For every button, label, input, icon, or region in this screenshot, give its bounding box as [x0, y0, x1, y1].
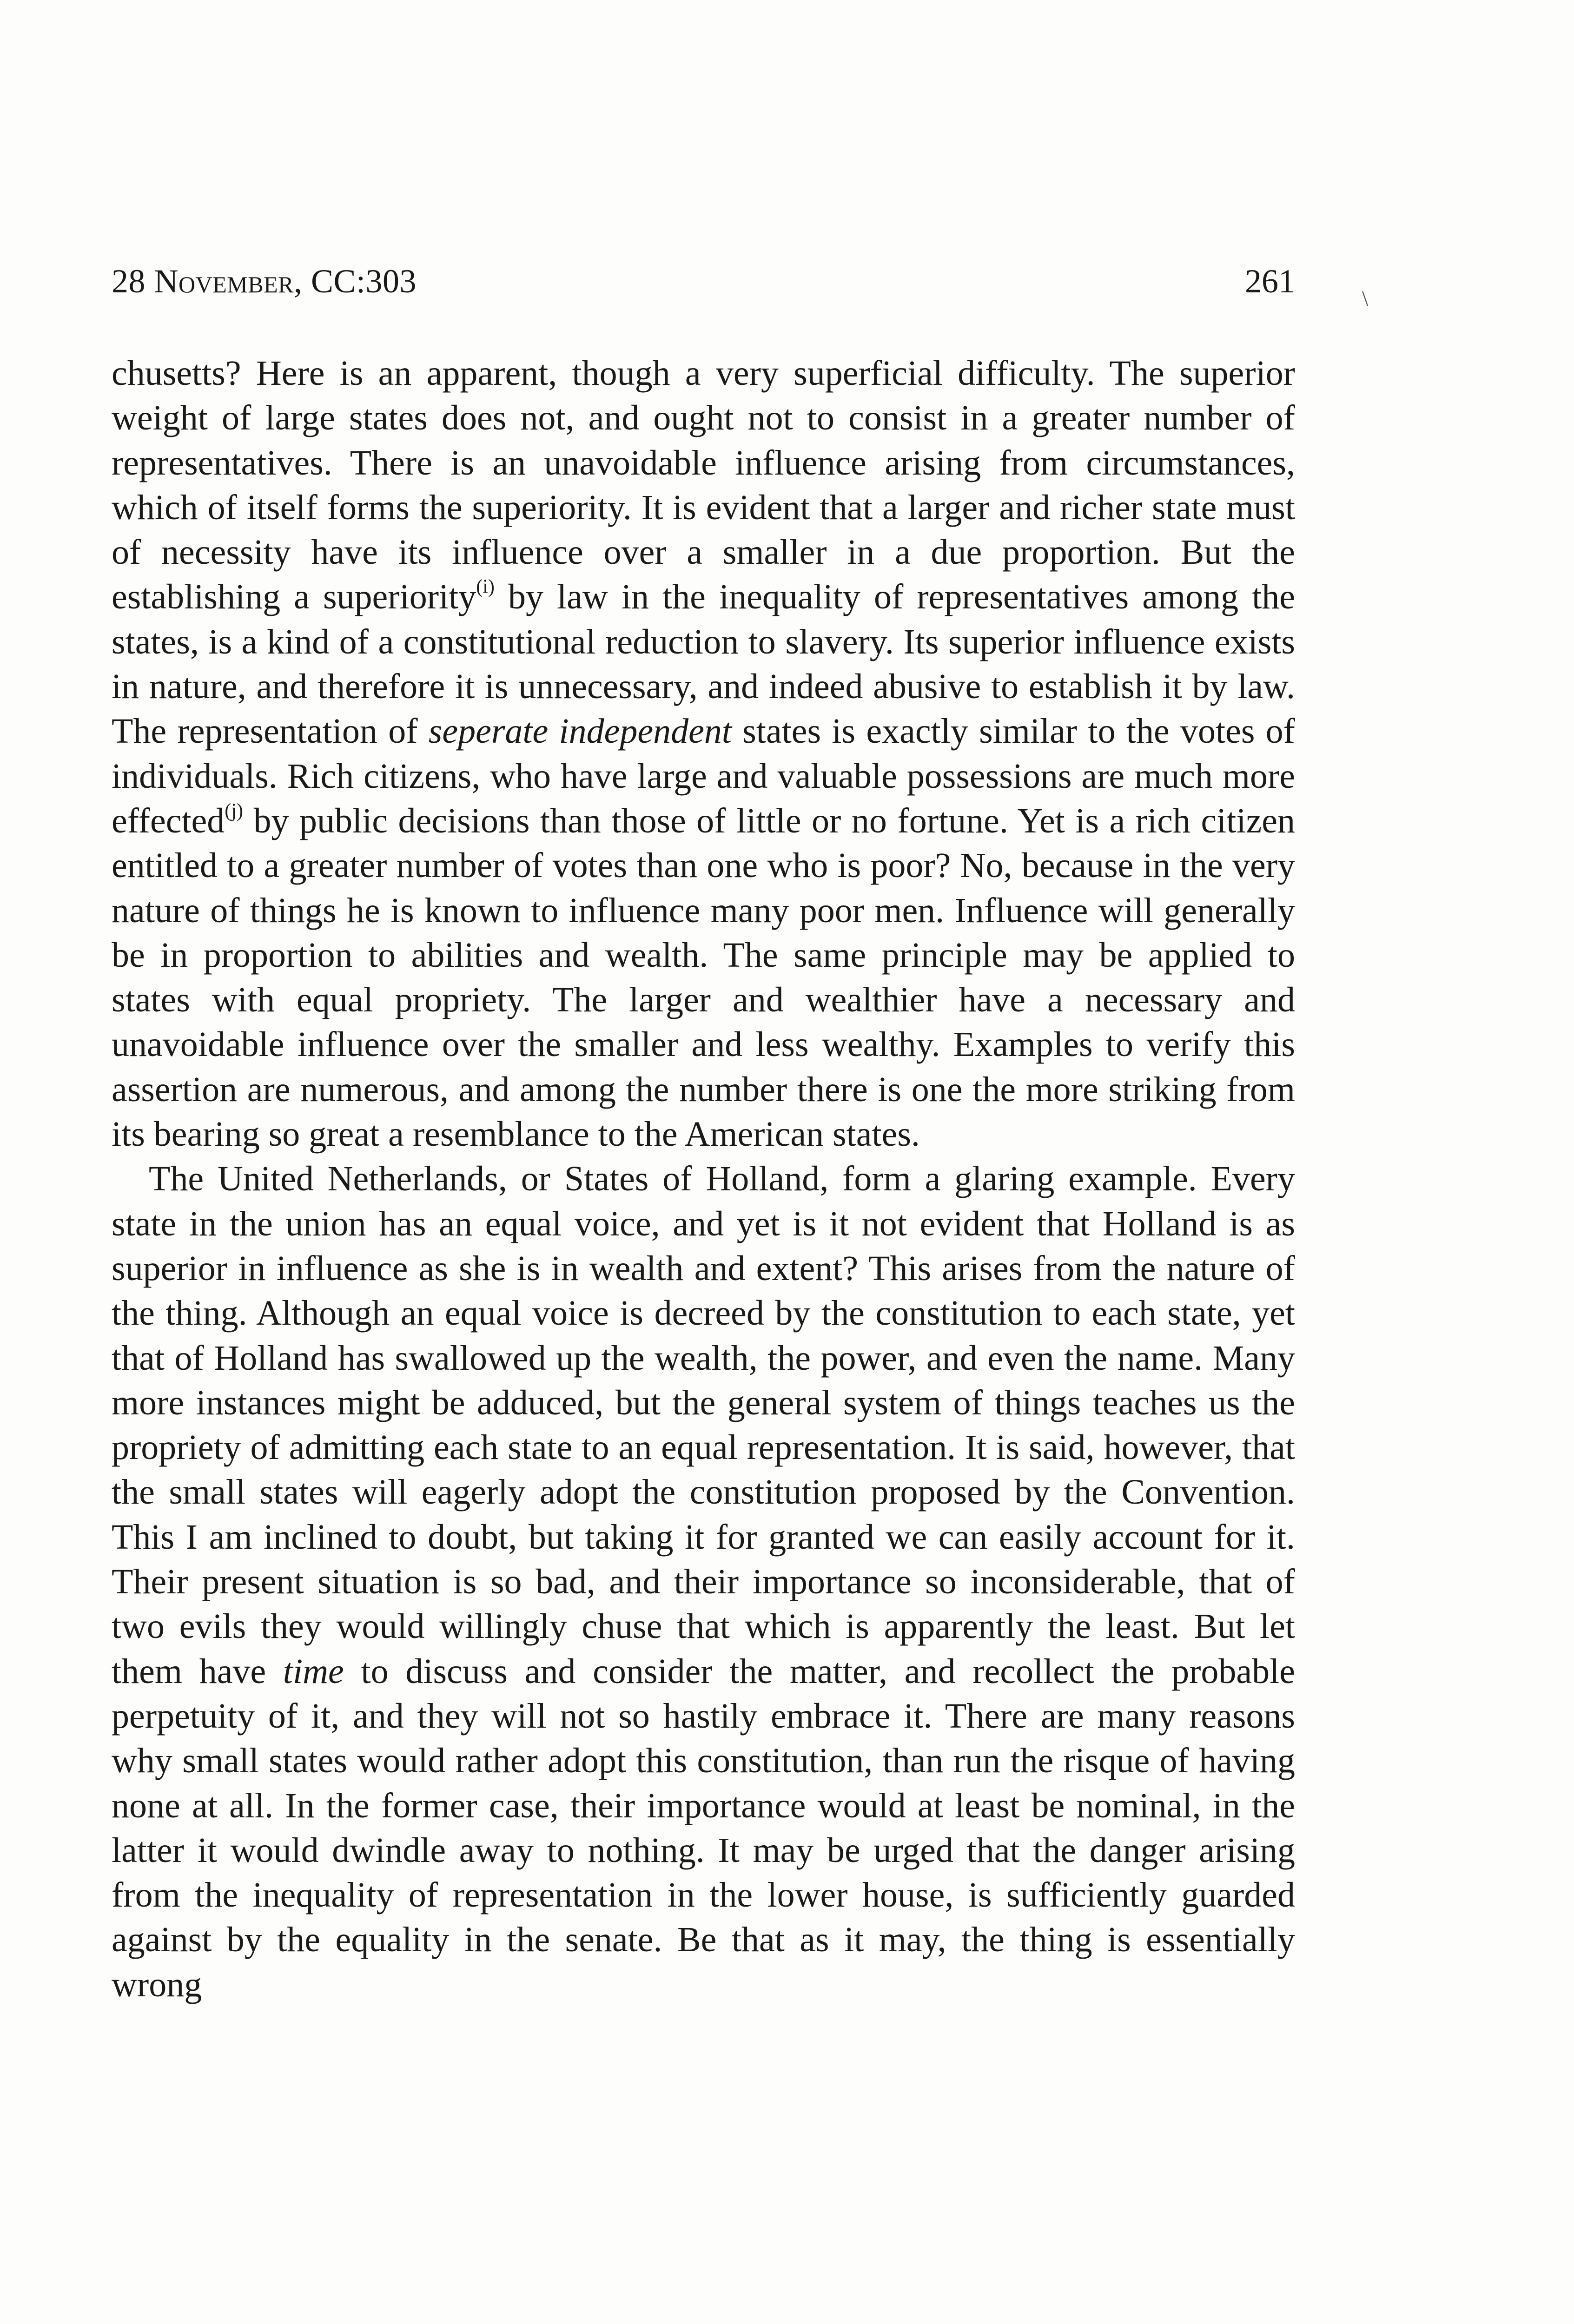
header-month: November	[154, 263, 294, 300]
italic-phrase: seperate independent	[428, 712, 732, 751]
footnote-marker-i: (i)	[476, 576, 495, 598]
header-document-number: , CC:303	[293, 263, 417, 300]
paragraph-1-text-a: chusetts? Here is an apparent, though a very superficial difficulty. The superior weight of large states does not, and ought not to consist in a greater number of representatives. There is an unavoidable influence arising from circumstances, which of itself forms the superiority. It is evident that a larger and richer state must of necessity have its influence over a smaller in a due proportion. But the establishing a superiority	[112, 354, 1295, 617]
paragraph-1-text-d: by public decisions than those of little or no fortune. Yet is a rich citizen entitled to a greater number of votes than one who is poor? No, because in the very nature of things he is known to influence many poor men. Influence will generally be in proportion to abilities and wealth. The same principle may be applied to states with equal propriety. The larger and wealthier have a necessary and unavoidable influence over the smaller and less wealthy. Examples to verify this assertion are numerous, and among the number there is one the more striking from its bearing so great a resemblance to the American states.	[112, 801, 1295, 1154]
paragraph-1-text-c: states is exactly similar to the votes of individuals. Rich citizens, who have large and valuable possessions are much more effected	[112, 712, 1295, 840]
running-head-citation	[112, 260, 417, 302]
footnote-marker-j: (j)	[225, 800, 243, 822]
page-number: 261	[1245, 263, 1295, 300]
paragraph-2-text-a: The United Netherlands, or States of Holland, form a glaring example. Every state in the union has an equal voice, and yet is it not evident that Holland is as superior in influence as she is in wealth and extent? This arises from the nature of the thing. Although an equal voice is decreed by the constitution to each state, yet that of Holland has swallowed up the wealth, the power, and even the name. Many more instances might be adduced, but the general system of things teaches us the propriety of admitting each state to an equal representation. It is said, however, that the small states will eagerly adopt the constitution proposed by the Convention. This I am inclined to doubt, but taking it for granted we can easily account for it. Their present situation is so bad, and their importance so inconsiderable, that of two evils they would willingly chuse that which is apparently the least. But let them have	[112, 1159, 1295, 1691]
body-text	[112, 351, 1295, 2007]
stray-mark: \	[1362, 286, 1369, 311]
paragraph-2	[112, 1156, 1295, 2007]
italic-word: time	[283, 1651, 344, 1691]
paragraph-1	[112, 351, 1295, 1156]
running-head	[112, 260, 1295, 302]
paragraph-1-text-b: by law in the inequality of representatives among the states, is a kind of a constitutional reduction to slavery. Its superior influence exists in nature, and therefore it is unnecessary, and indeed abusive to establish it by law. The representation of	[112, 577, 1295, 751]
paragraph-2-text-b: to discuss and consider the matter, and recollect the probable perpetuity of it, and they will not so hastily embrace it. There are many reasons why small states would rather adopt this constitution, than run the risque of having none at all. In the former case, their importance would at least be nominal, in the latter it would dwindle away to nothing. It may be urged that the danger arising from the inequality of representation in the lower house, is sufficiently guarded against by the equality in the senate. Be that as it may, the thing is essentially wrong	[112, 1651, 1295, 2004]
header-day: 28	[112, 263, 154, 300]
